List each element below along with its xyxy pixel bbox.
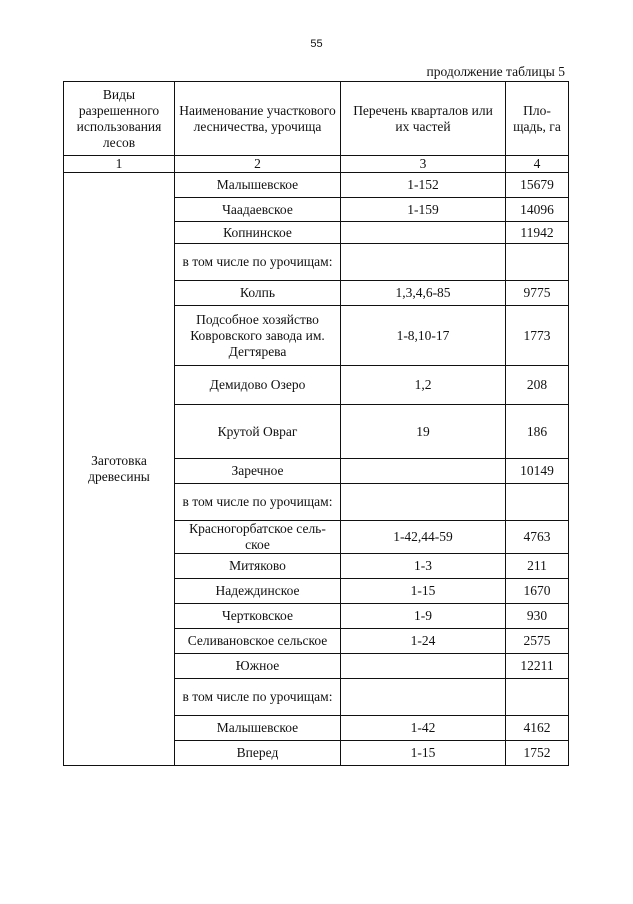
quarters-cell: 1-42 bbox=[341, 716, 506, 741]
area-cell bbox=[506, 484, 569, 521]
quarters-cell bbox=[341, 679, 506, 716]
page-number: 55 bbox=[310, 38, 323, 50]
area-cell: 10149 bbox=[506, 459, 569, 484]
column-number: 3 bbox=[341, 156, 506, 173]
subgroup-label-cell: в том числе по урочищам: bbox=[175, 244, 341, 281]
quarters-cell: 1,3,4,6-85 bbox=[341, 281, 506, 306]
forestry-name-cell: Малышевское bbox=[175, 716, 341, 741]
quarters-cell: 19 bbox=[341, 405, 506, 459]
area-cell: 930 bbox=[506, 604, 569, 629]
quarters-cell: 1-8,10-17 bbox=[341, 306, 506, 366]
quarters-cell: 1-159 bbox=[341, 198, 506, 222]
area-cell: 14096 bbox=[506, 198, 569, 222]
forestry-name-cell: Селивановское сельское bbox=[175, 629, 341, 654]
forestry-name-cell: Чертковское bbox=[175, 604, 341, 629]
forestry-name-cell: Подсобное хозяйство Ковровского завода им. Дегтярева bbox=[175, 306, 341, 366]
forestry-name-cell: Красногорбатское сель-ское bbox=[175, 521, 341, 554]
column-number-row bbox=[64, 156, 569, 173]
forestry-name-cell: Заречное bbox=[175, 459, 341, 484]
quarters-cell bbox=[341, 654, 506, 679]
quarters-cell bbox=[341, 484, 506, 521]
quarters-cell: 1-24 bbox=[341, 629, 506, 654]
quarters-cell: 1-42,44-59 bbox=[341, 521, 506, 554]
quarters-cell: 1-3 bbox=[341, 554, 506, 579]
subgroup-label-cell: в том числе по урочищам: bbox=[175, 679, 341, 716]
table-continuation-label: продолжение таблицы 5 bbox=[426, 64, 565, 79]
forestry-name-cell: Демидово Озеро bbox=[175, 366, 341, 405]
forestry-name-cell: Вперед bbox=[175, 741, 341, 766]
forestry-name-cell: Надеждинское bbox=[175, 579, 341, 604]
quarters-cell bbox=[341, 222, 506, 244]
quarters-cell: 1-9 bbox=[341, 604, 506, 629]
forestry-name-cell: Колпь bbox=[175, 281, 341, 306]
area-cell: 2575 bbox=[506, 629, 569, 654]
column-number: 4 bbox=[506, 156, 569, 173]
area-cell: 1670 bbox=[506, 579, 569, 604]
table-body bbox=[64, 173, 569, 766]
area-cell: 11942 bbox=[506, 222, 569, 244]
area-cell: 208 bbox=[506, 366, 569, 405]
forestry-name-cell: Малышевское bbox=[175, 173, 341, 198]
quarters-cell: 1-152 bbox=[341, 173, 506, 198]
area-cell bbox=[506, 244, 569, 281]
quarters-cell: 1,2 bbox=[341, 366, 506, 405]
quarters-cell bbox=[341, 459, 506, 484]
header-quarters: Перечень кварталов или их частей bbox=[341, 82, 506, 156]
quarters-cell: 1-15 bbox=[341, 741, 506, 766]
area-cell: 1773 bbox=[506, 306, 569, 366]
header-forestry-name: Наименование участкового лесничества, урочища bbox=[175, 82, 341, 156]
forestry-name-cell: Крутой Овраг bbox=[175, 405, 341, 459]
area-cell: 4162 bbox=[506, 716, 569, 741]
column-number: 1 bbox=[64, 156, 175, 173]
column-number: 2 bbox=[175, 156, 341, 173]
subgroup-label-cell: в том числе по урочищам: bbox=[175, 484, 341, 521]
table-header-row bbox=[64, 82, 569, 156]
area-cell bbox=[506, 679, 569, 716]
area-cell: 211 bbox=[506, 554, 569, 579]
area-cell: 9775 bbox=[506, 281, 569, 306]
header-area: Пло-щадь, га bbox=[506, 82, 569, 156]
area-cell: 4763 bbox=[506, 521, 569, 554]
forestry-name-cell: Копнинское bbox=[175, 222, 341, 244]
table-row bbox=[64, 173, 569, 198]
use-type-cell: Заготовка древесины bbox=[64, 173, 175, 766]
area-cell: 15679 bbox=[506, 173, 569, 198]
area-cell: 12211 bbox=[506, 654, 569, 679]
forestry-name-cell: Южное bbox=[175, 654, 341, 679]
area-cell: 186 bbox=[506, 405, 569, 459]
header-use-type: Виды разрешенного использования лесов bbox=[64, 82, 175, 156]
forestry-name-cell: Митяково bbox=[175, 554, 341, 579]
forest-use-table bbox=[63, 81, 569, 766]
quarters-cell: 1-15 bbox=[341, 579, 506, 604]
forestry-name-cell: Чаадаевское bbox=[175, 198, 341, 222]
area-cell: 1752 bbox=[506, 741, 569, 766]
quarters-cell bbox=[341, 244, 506, 281]
